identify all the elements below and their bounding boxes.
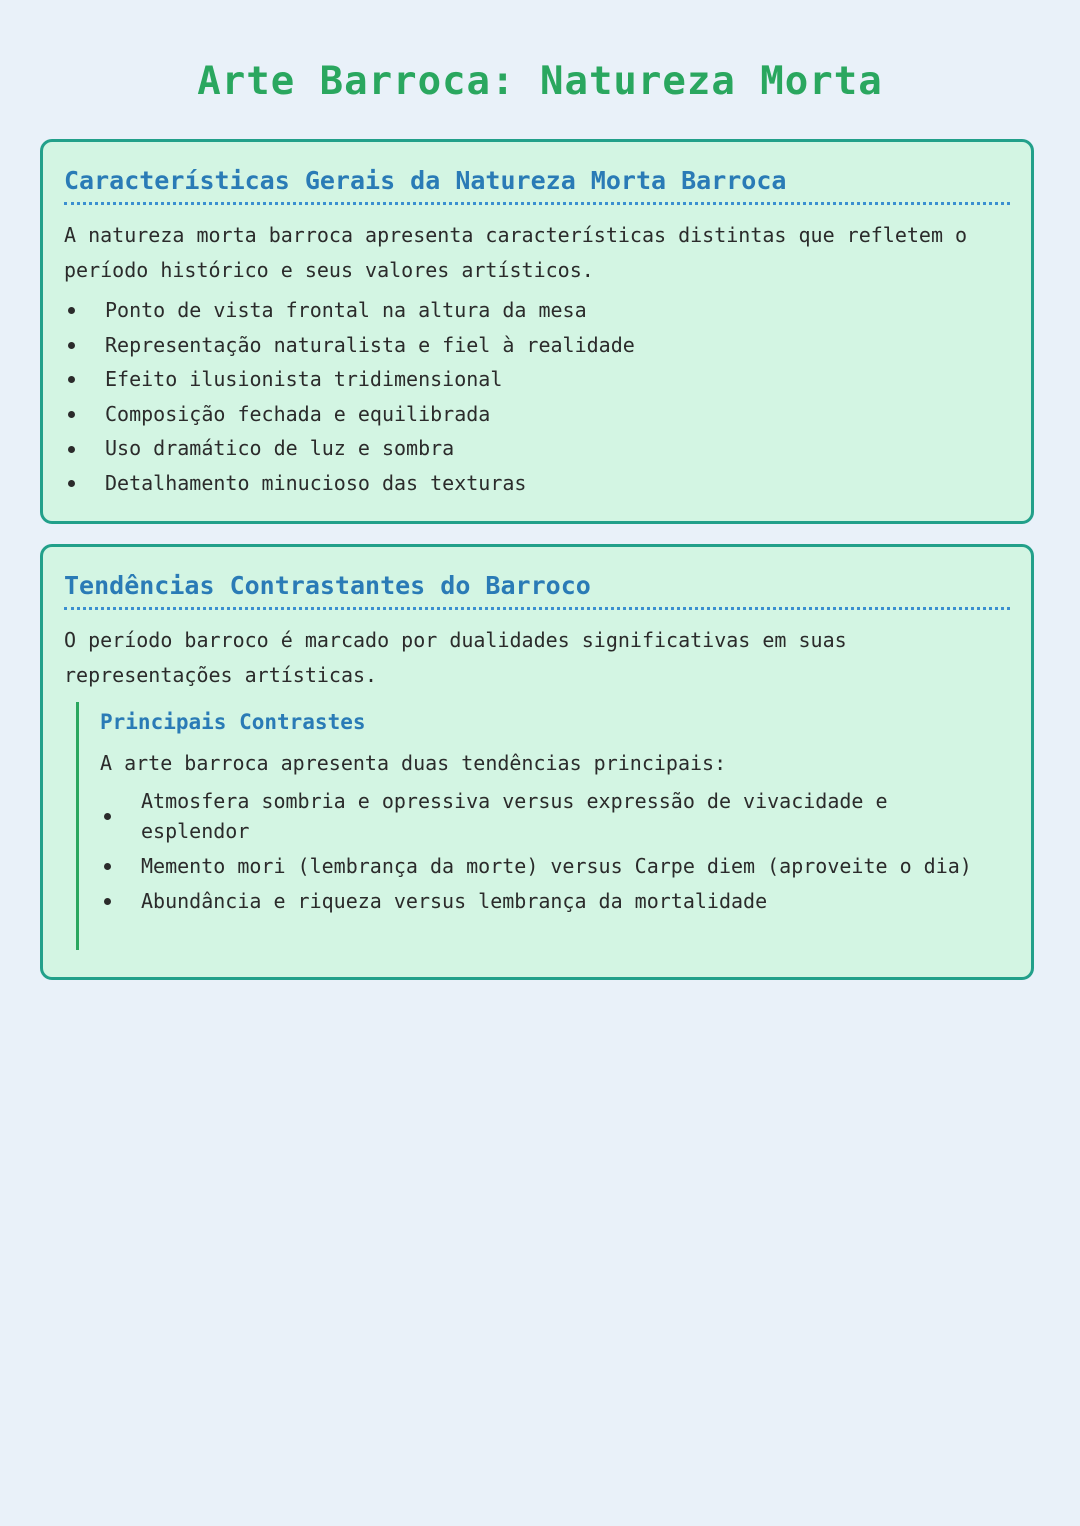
list-item-text: Uso dramático de luz e sombra [105,436,455,461]
list-item-text: Abundância e riqueza versus lembrança da mortalidade [141,889,768,913]
bullet-icon [68,376,75,383]
bullet-icon [68,307,75,314]
list-item-text: Composição fechada e equilibrada [105,401,491,426]
list-item [64,466,1010,501]
list-item [64,431,1010,466]
section-intro: O período barroco é marcado por dualidades significativas em suas representações artísticas. [64,628,847,687]
bullet-icon [68,342,75,349]
list-item [64,362,1010,397]
list-item [100,786,1010,846]
page-title: Arte Barroca: Natureza Morta [197,59,883,104]
list-item-text: Ponto de vista frontal na altura da mesa [105,298,587,322]
list-item-text: Efeito ilusionista tridimensional [105,367,503,392]
bullet-icon [68,446,75,453]
list-item-text: Memento mori (lembrança da morte) versus Carpe diem (aproveite o dia) [141,854,972,878]
list-item-text: Atmosfera sombria e opressiva versus expressão de vivacidade e esplendor [141,789,888,843]
contrasts-list [100,786,1010,916]
subsection-block [76,702,1010,950]
list-item [100,851,1010,881]
bullet-icon [68,411,75,418]
section-heading: Tendências Contrastantes do Barroco [64,569,1010,610]
section-heading: Características Gerais da Natureza Morta Barroca [64,164,1010,205]
list-item-text: Detalhamento minucioso das texturas [105,470,527,495]
bullet-icon [104,813,111,820]
list-item [64,397,1010,432]
bullet-icon [104,898,111,905]
bullet-icon [104,863,111,870]
characteristics-list [64,293,1010,501]
section-card-contrasts [40,544,1034,980]
bullet-icon [68,480,75,487]
subsection-heading: Principais Contrastes [100,710,366,734]
section-card-characteristics [40,139,1034,524]
list-item [64,328,1010,363]
section-intro: A natureza morta barroca apresenta características distintas que refletem o período histórico e seus valores artísticos. [64,223,968,282]
list-item [64,293,1010,328]
subsection-intro: A arte barroca apresenta duas tendências principais: [100,751,727,775]
list-item-text: Representação naturalista e fiel à realidade [105,332,635,357]
list-item [100,886,1010,916]
